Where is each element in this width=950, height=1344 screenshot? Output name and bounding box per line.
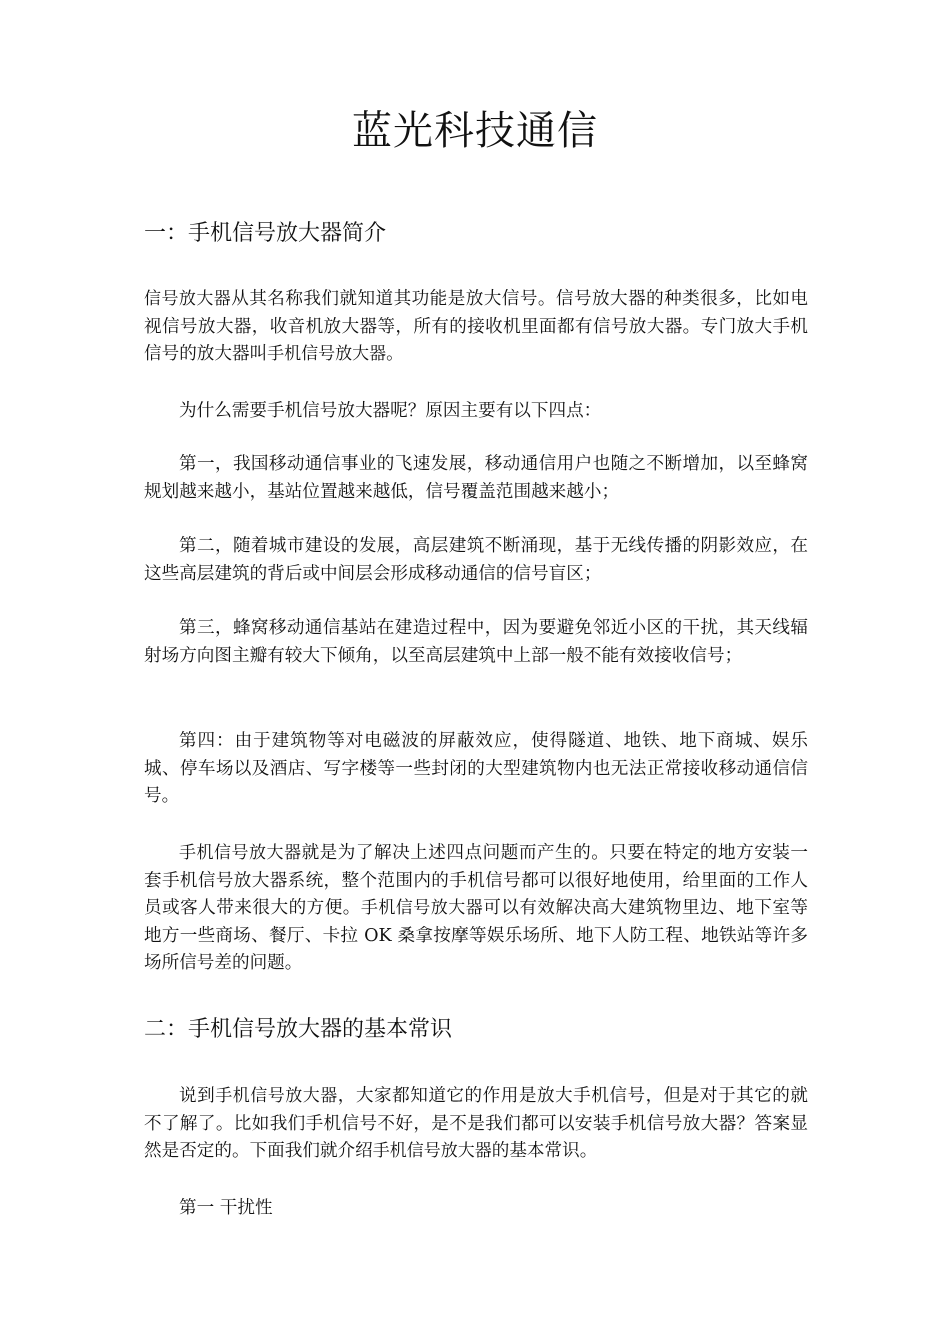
paragraph-text: ，大家都知道它的作用是放大手机信号，但是对于其它的就不了解了。比如我们手机信号不好，是不是我们都可以安装手机信号放大器？答案显然是否定的。下面我们就介绍 [144,1086,808,1161]
section-2-paragraph-1 [144,1083,808,1166]
keyword-phone-signal-amplifier: 手机信号放大器 [179,843,302,863]
keyword-phone-signal-amplifier: 手机信号放大器 [360,898,484,918]
section-1-paragraph-2: 为什么需要手机信号放大器呢？原因主要有以下四点： [179,401,602,421]
paragraph-text: 从其名称我们就知道其功能是放大信号。信号放大器的种类很多，比如电视信号放大器，收音机放大器等，所有的接收机里面都有信号放大器。专门放大手机信号的放大器叫 [144,289,809,364]
paragraph-text: 可以有效解决高大建筑物里边、地下室等地方一些商场、餐厅、卡拉 OK 桑拿按摩等娱乐场所、地下人防工程、地铁站等许多场所信号差的问题。 [144,898,808,973]
section-1-paragraph-7 [144,840,808,978]
section-1-paragraph-1 [144,286,808,369]
keyword-phone-signal-amplifier: 手机信号放大器 [372,1141,492,1161]
section-1-heading: 一：手机信号放大器简介 [144,221,387,246]
keyword-phone-signal-amplifier: 手机信号放大器 [215,1086,338,1106]
keyword-signal-amplifier: 信号放大器 [144,289,232,309]
section-1-paragraph-4: 第二，随着城市建设的发展，高层建筑不断涌现，基于无线传播的阴影效应，在这些高层建筑的背后或中间层会形成移动通信的信号盲区； [144,536,808,584]
section-1-paragraph-5: 第三，蜂窝移动通信基站在建造过程中，因为要避免邻近小区的干扰，其天线辐射场方向图主瓣有较大下倾角，以至高层建筑中上部一般不能有效接收信号； [144,618,808,666]
section-2-heading: 二：手机信号放大器的基本常识 [144,1017,453,1042]
section-2-paragraph-2: 第一 干扰性 [179,1198,273,1218]
paragraph-text: 。 [386,344,404,364]
paragraph-text: 就是为了解决上述四点问题而产生的。只要在特定的地方安装一套手机信号放大器系统，整个范围内的手机信号都可以很好地使用，给里面的工作人员或客人带来很大的方便。 [144,843,808,918]
section-1-paragraph-6: 第四：由于建筑物等对电磁波的屏蔽效应，使得隧道、地铁、地下商城、娱乐城、停车场以及酒店、写字楼等一些封闭的大型建筑物内也无法正常接收移动通信信号。 [144,731,808,806]
paragraph-text: 的基本常识。 [491,1141,598,1161]
document-title: 蓝光科技通信 [352,108,598,154]
keyword-phone-signal-amplifier: 手机信号放大器 [267,344,387,364]
section-1-paragraph-3: 第一，我国移动通信事业的飞速发展，移动通信用户也随之不断增加，以至蜂窝规划越来越小，基站位置越来越低，信号覆盖范围越来越小； [144,454,808,502]
paragraph-text: 说到 [179,1086,216,1106]
